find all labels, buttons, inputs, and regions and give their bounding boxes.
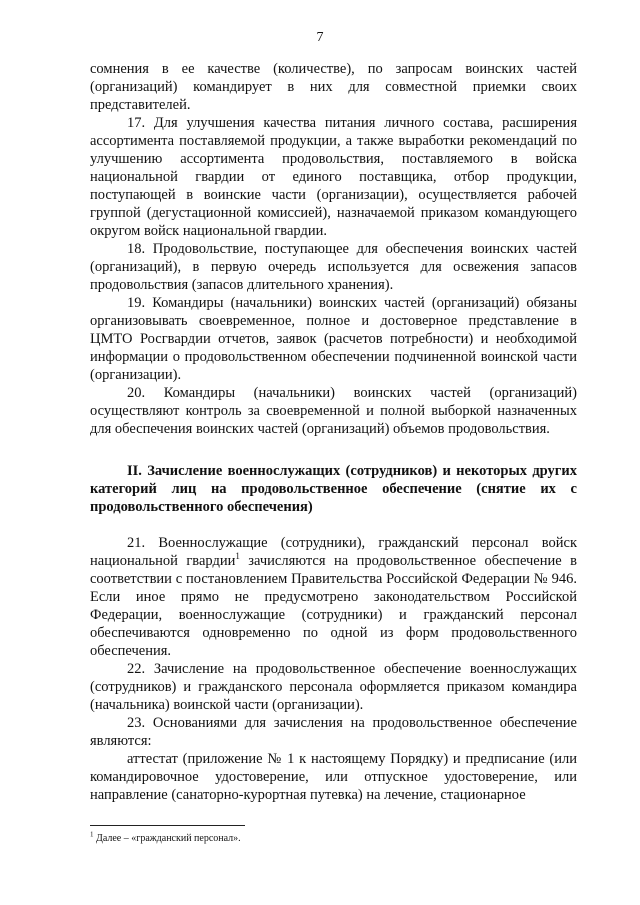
paragraph-17: 17. Для улучшения качества питания личного состава, расширения ассортимента поставляемой продукции, а также выработки рекомендаций по улучшению ассортимента продовольствия, поставляемого в войска национальной гвардии от единого поставщика, отбор продукции, поступающей в воинские части (организации), осуществляется рабочей группой (дегустационной комиссией), назначаемой приказом командующего округом войск национальной гвардии. <box>90 115 577 239</box>
paragraph-23-item: аттестат (приложение № 1 к настоящему Порядку) и предписание (или командировочное удостоверение, или отпускное удостоверение, или направление (санаторно-курортная путевка) на лечение, стационарное <box>90 751 577 803</box>
paragraph-19: 19. Командиры (начальники) воинских частей (организаций) обязаны организовывать своевременное, полное и достоверное представление в ЦМТО Росгвардии отчетов, заявок (расчетов потребности) и необходимой информации о продовольственном обеспечении подчиненной воинской части (организации). <box>90 295 577 383</box>
footnote-marker: 1 <box>90 830 94 839</box>
footnote <box>90 830 577 845</box>
paragraph-21-text-end: зачисляются на продовольственное обеспечение в соответствии с постановлением Правительства Российской Федерации № 946. Если иное прямо не предусмотрено законодательством Российской Федерации, военнослужащие (сотрудники) и гражданский персонал обеспечиваются одновременно по одной из форм продовольственного обеспечения. <box>90 553 577 659</box>
paragraph-21-text-start: 21. Военнослужащие (сотрудники), гражданский персонал войск национальной гвардии <box>90 535 577 569</box>
footnote-text: Далее – «гражданский персонал». <box>93 833 241 844</box>
paragraph-continuation: сомнения в ее качестве (количестве), по запросам воинских частей (организаций) командирует в них для совместной приемки своих представителей. <box>90 61 577 113</box>
paragraph-23: 23. Основаниями для зачисления на продовольственное обеспечение являются: <box>90 715 577 749</box>
paragraph-21 <box>90 534 577 660</box>
paragraph-20: 20. Командиры (начальники) воинских частей (организаций) осуществляют контроль за своевременной и полной выборкой назначенных для обеспечения воинских частей (организаций) объемов продовольствия. <box>90 385 577 437</box>
section-heading: II. Зачисление военнослужащих (сотрудников) и некоторых других категорий лиц на продовольственное обеспечение (снятие их с продовольственного обеспечения) <box>90 463 577 515</box>
paragraph-22: 22. Зачисление на продовольственное обеспечение военнослужащих (сотрудников) и гражданского персонала оформляется приказом командира (начальника) воинской части (организации). <box>90 661 577 713</box>
paragraph-18: 18. Продовольствие, поступающее для обеспечения воинских частей (организаций), в первую очередь используется для освежения запасов продовольствия (запасов длительного хранения). <box>90 241 577 293</box>
page-number: 7 <box>316 30 324 45</box>
footnote-reference: 1 <box>235 551 240 562</box>
footnote-separator <box>90 825 245 826</box>
document-body <box>90 60 577 804</box>
